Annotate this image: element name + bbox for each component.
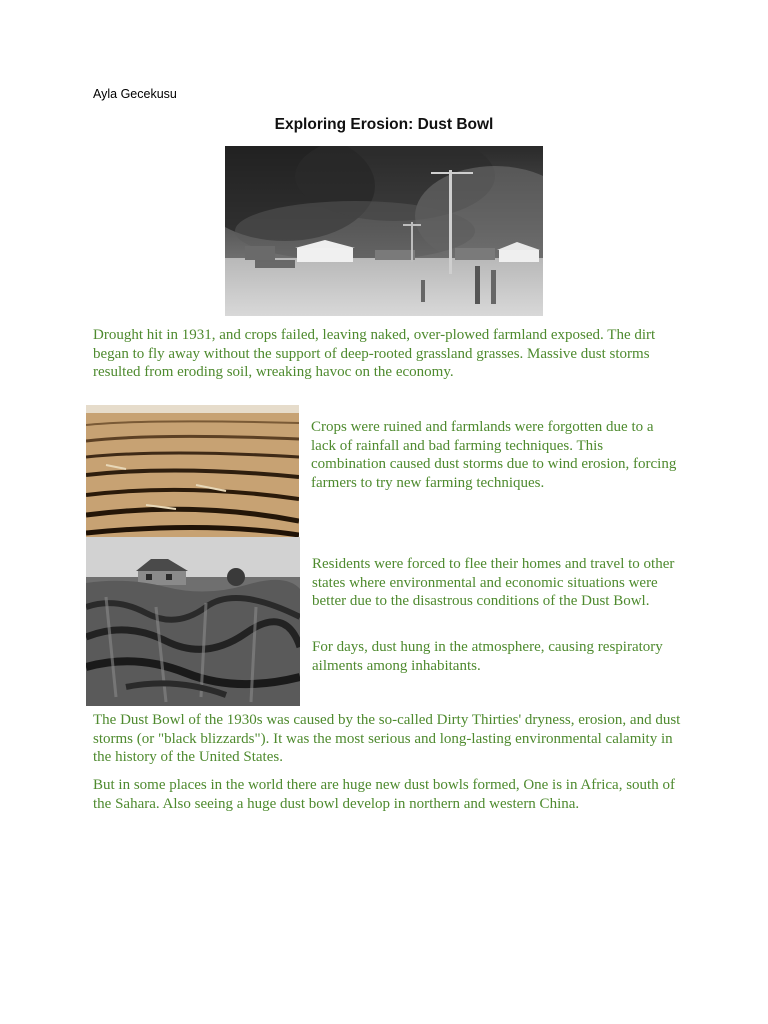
- author-name: Ayla Gecekusu: [93, 87, 177, 101]
- cause-paragraph: The Dust Bowl of the 1930s was caused by the so-called Dirty Thirties' dryness, erosion, and dust storms (or "black blizzards"). It was the most serious and long-lasting environmental calamity in the history of the United States.: [93, 712, 681, 765]
- eroded-field-photo: [86, 405, 299, 537]
- residents-paragraph: Residents were forced to flee their homes and travel to other states where environmental and economic situations were better due to the disastrous conditions of the Dust Bowl.: [312, 556, 675, 609]
- page-title: Exploring Erosion: Dust Bowl: [274, 116, 494, 133]
- intro-paragraph: Drought hit in 1931, and crops failed, leaving naked, over-plowed farmland exposed. The dirt began to fly away without the support of deep-rooted grassland grasses. Massive dust storms resulted from eroding soil, wreaking havoc on the economy.: [93, 327, 656, 380]
- eroded-farmhouse-photo: [86, 537, 300, 706]
- crops-paragraph: Crops were ruined and farmlands were forgotten due to a lack of rainfall and bad farming techniques. This combination caused dust storms due to wind erosion, forcing farmers to try new farming techniques.: [311, 419, 677, 491]
- days-paragraph: For days, dust hung in the atmosphere, causing respiratory ailments among inhabitants.: [312, 639, 663, 674]
- new-dust-bowls-paragraph: But in some places in the world there are huge new dust bowls formed, One is in Africa, south of the Sahara. Also seeing a huge dust bowl develop in northern and western China.: [93, 777, 675, 812]
- dust-storm-photo: [225, 146, 543, 316]
